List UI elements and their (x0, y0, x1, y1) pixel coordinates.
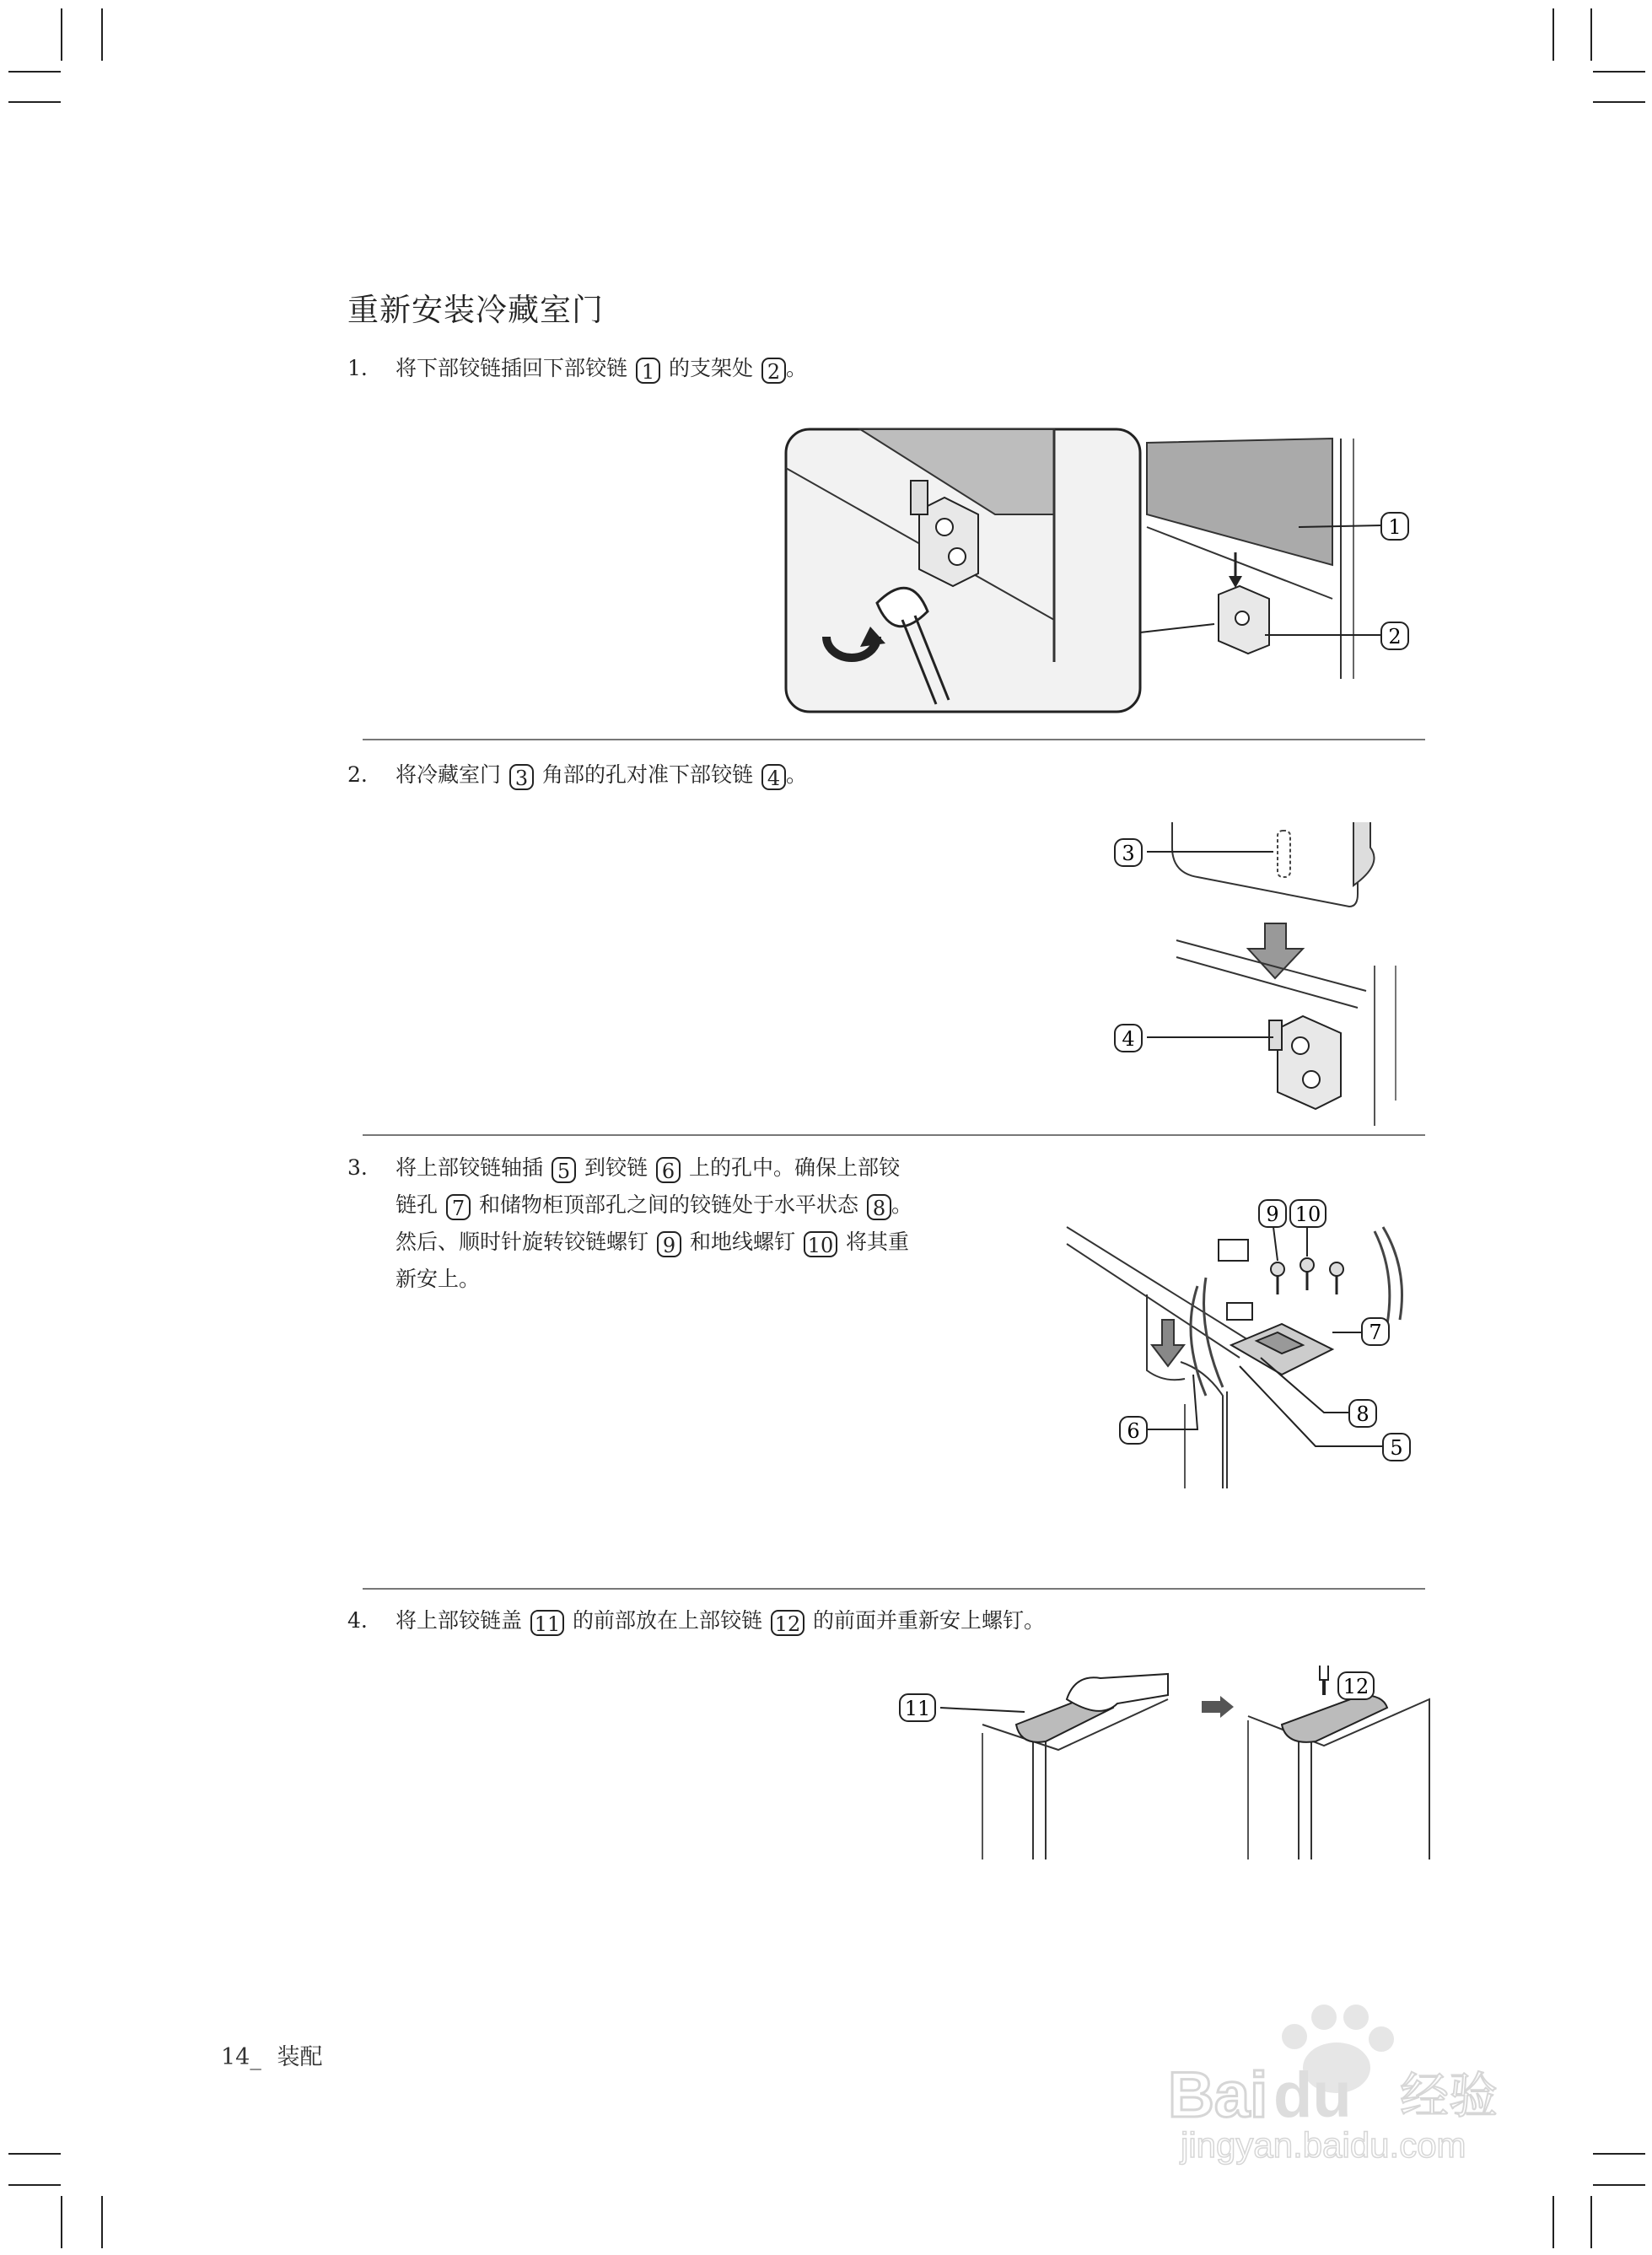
step-3 (347, 1149, 1036, 1298)
step-text: 将上部铰链轴插 (396, 1155, 544, 1180)
step-number: 2. (347, 762, 368, 787)
crop-mark (61, 2196, 62, 2248)
figure-label-8: 8 (1356, 1402, 1369, 1426)
callout-number: 3 (509, 764, 534, 790)
figure-label-7: 7 (1369, 1321, 1382, 1344)
step-2 (347, 756, 807, 794)
crop-mark (101, 8, 103, 61)
step-text: 的前部放在上部铰链 (573, 1608, 763, 1633)
watermark-url: jingyan.baidu.com (1181, 2125, 1466, 2165)
divider (363, 739, 1425, 740)
step-4 (347, 1602, 1045, 1639)
figure-label-3: 3 (1122, 842, 1135, 865)
figure-hinge-cover (898, 1666, 1438, 1868)
crop-mark (101, 2196, 103, 2248)
crop-mark (8, 2184, 61, 2186)
callout-number: 12 (771, 1610, 804, 1636)
callout-number: 10 (804, 1231, 837, 1257)
divider (363, 1588, 1425, 1590)
crop-mark (1590, 8, 1592, 61)
step-text: 和地线螺钉 (690, 1230, 796, 1254)
figure-lower-hinge (776, 417, 1425, 721)
callout-number: 8 (867, 1194, 891, 1220)
crop-mark (61, 8, 62, 61)
watermark-suffix: 经验 (1400, 2067, 1499, 2124)
figure-label-9: 9 (1266, 1203, 1279, 1226)
figure-label-4: 4 (1122, 1027, 1135, 1051)
step-text: 角部的孔对准下部铰链 (542, 762, 754, 787)
section-name: 装配 (277, 2044, 323, 2070)
step-text: 链孔 (396, 1192, 439, 1217)
crop-mark (8, 101, 61, 103)
step-text: 将上部铰链盖 (396, 1608, 523, 1633)
page-footer (221, 2038, 322, 2071)
step-text: 上的孔中。确保上部铰 (689, 1155, 901, 1180)
figure-upper-hinge (1063, 1176, 1425, 1493)
figure-label-10: 10 (1294, 1203, 1321, 1226)
page-number: 14_ (221, 2044, 261, 2070)
callout-number: 4 (761, 764, 786, 790)
callout-number: 11 (530, 1610, 564, 1636)
crop-mark (1590, 2196, 1592, 2248)
step-text: 。 (786, 356, 808, 380)
crop-mark (8, 71, 61, 73)
crop-mark (1593, 71, 1645, 73)
baidu-watermark (1155, 1999, 1552, 2167)
step-text: 的前面并重新安上螺钉。 (813, 1608, 1046, 1633)
figure-label-2: 2 (1388, 625, 1402, 649)
crop-mark (1593, 2184, 1645, 2186)
figure-label-12: 12 (1343, 1675, 1369, 1698)
step-text: 将下部铰链插回下部铰链 (396, 356, 628, 380)
crop-mark (1552, 8, 1554, 61)
figure-door-alignment (1105, 814, 1425, 1134)
step-number: 1. (347, 356, 368, 380)
callout-number: 6 (656, 1157, 681, 1183)
step-text: 和储物柜顶部孔之间的铰链处于水平状态 (479, 1192, 859, 1217)
figure-label-1: 1 (1388, 515, 1402, 539)
step-text: 的支架处 (669, 356, 754, 380)
step-1 (347, 350, 807, 387)
step-text: 新安上。 (396, 1267, 481, 1291)
step-text: 到铰链 (584, 1155, 648, 1180)
step-number: 4. (347, 1608, 368, 1633)
crop-mark (1552, 2196, 1554, 2248)
step-text: 。 (891, 1192, 913, 1217)
figure-label-5: 5 (1390, 1436, 1403, 1460)
step-text: 将其重 (846, 1230, 910, 1254)
watermark-brand: Bai (1168, 2059, 1268, 2131)
crop-mark (1593, 2153, 1645, 2155)
step-text: 。 (786, 762, 808, 787)
callout-number: 2 (761, 358, 786, 384)
callout-number: 9 (657, 1231, 681, 1257)
crop-mark (8, 2153, 61, 2155)
section-title: 重新安装冷藏室门 (347, 292, 604, 328)
step-text: 然后、顺时针旋转铰链螺钉 (396, 1230, 649, 1254)
step-number: 3. (347, 1155, 368, 1180)
crop-mark (1593, 101, 1645, 103)
figure-label-6: 6 (1127, 1419, 1140, 1443)
callout-number: 7 (446, 1194, 471, 1220)
divider (363, 1134, 1425, 1136)
watermark-brand2: du (1273, 2059, 1352, 2131)
callout-number: 1 (636, 358, 660, 384)
figure-label-11: 11 (904, 1697, 931, 1720)
callout-number: 5 (552, 1157, 576, 1183)
step-text: 将冷藏室门 (396, 762, 502, 787)
